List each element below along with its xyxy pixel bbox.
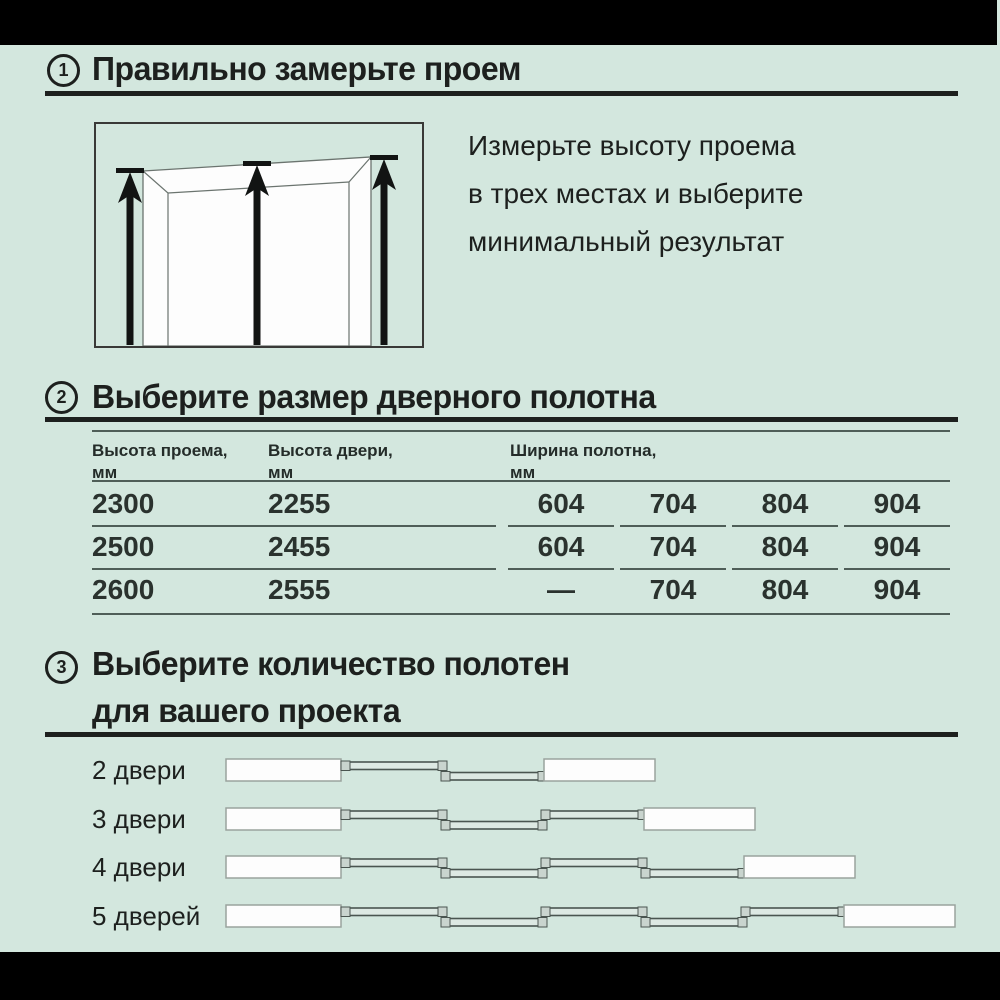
door-layout-4 — [224, 847, 964, 892]
section-3-title-line2: для вашего проекта — [92, 692, 401, 729]
measure-instruction — [468, 122, 928, 266]
table-cell: 704 — [649, 488, 697, 519]
table-row — [0, 483, 1000, 525]
table-row — [0, 569, 1000, 611]
instruction-line: в трех местах и выберите — [468, 178, 804, 209]
table-cell: 804 — [761, 531, 809, 562]
table-cell: 904 — [873, 531, 921, 562]
table-cell: 704 — [649, 531, 697, 562]
door-count-row — [0, 750, 1000, 790]
door-layout-2 — [224, 750, 964, 795]
section-2-title: Выберите размер дверного полотна — [92, 378, 656, 415]
step-badge-1 — [47, 54, 80, 87]
table-cell: 2555 — [268, 574, 331, 605]
column-header-opening-height: Высота проема, мм — [92, 441, 228, 482]
table-cell: 2255 — [268, 488, 331, 519]
section-3-title-line1: Выберите количество полотен — [92, 645, 570, 682]
column-header-leaf-width: Ширина полотна, мм — [510, 441, 657, 482]
door-count-row — [0, 896, 1000, 936]
table-cell: 804 — [761, 488, 809, 519]
column-header-door-height: Высота двери, мм — [268, 441, 393, 482]
table-cell: 2300 — [92, 488, 155, 519]
section-3-underline — [45, 732, 958, 737]
table-cell: 604 — [537, 488, 585, 519]
door-opening-diagram — [94, 122, 424, 348]
step-number: 1 — [58, 60, 69, 80]
table-cell: 2455 — [268, 531, 331, 562]
section-1-title: Правильно замерьте проем — [92, 50, 521, 87]
measure-arrow-left — [116, 168, 144, 345]
bottom-frame-bar — [0, 952, 1000, 1000]
door-layout-3 — [224, 799, 964, 844]
table-cell-dash: — — [547, 574, 575, 605]
door-count-label: 3 двери — [92, 804, 186, 834]
table-cell: 904 — [873, 488, 921, 519]
table-cell: 704 — [649, 574, 697, 605]
table-bottom-line — [92, 613, 950, 615]
step-badge-2 — [45, 381, 78, 414]
door-count-label: 4 двери — [92, 852, 186, 882]
table-cell: 2600 — [92, 574, 155, 605]
table-row — [0, 526, 1000, 568]
table-cell: 904 — [873, 574, 921, 605]
instruction-line: минимальный результат — [468, 226, 785, 257]
instruction-line: Измерьте высоту проема — [468, 130, 796, 161]
door-count-label: 5 дверей — [92, 901, 201, 931]
door-layout-5 — [224, 896, 964, 941]
step-number: 3 — [56, 657, 67, 677]
table-cell: 804 — [761, 574, 809, 605]
step-number: 2 — [56, 387, 67, 407]
door-count-row — [0, 847, 1000, 887]
top-frame-bar — [0, 0, 997, 45]
measure-arrow-right — [370, 155, 398, 345]
door-count-label: 2 двери — [92, 755, 186, 785]
table-cell: 604 — [537, 531, 585, 562]
step-badge-3 — [45, 651, 78, 684]
section-1-underline — [45, 91, 958, 96]
section-2-underline — [45, 417, 958, 422]
door-opening-diagram-icon — [96, 124, 422, 346]
table-cell: 2500 — [92, 531, 155, 562]
table-top-line — [92, 430, 950, 432]
door-count-row — [0, 799, 1000, 839]
